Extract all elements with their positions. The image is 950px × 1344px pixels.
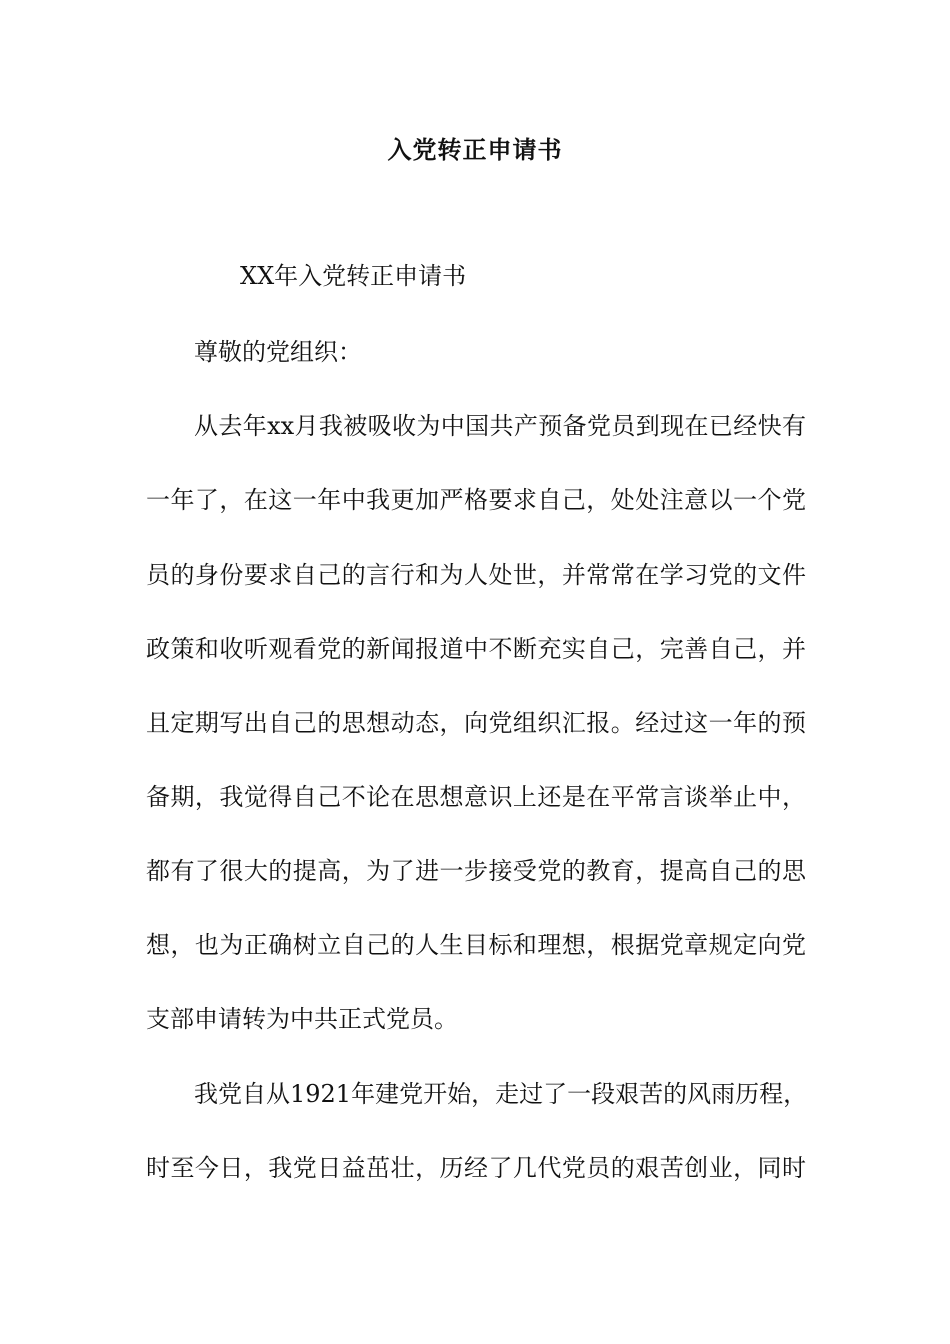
- paragraph-line: 时至今日，我党日益茁壮，历经了几代党员的艰苦创业，同时: [146, 1154, 806, 1182]
- paragraph-line: 支部申请转为中共正式党员。: [146, 1005, 458, 1033]
- paragraph-line: 员的身份要求自己的言行和为人处世，并常常在学习党的文件: [146, 561, 806, 589]
- paragraph-line: 想，也为正确树立自己的人生目标和理想，根据党章规定向党: [146, 931, 806, 959]
- paragraph-line: 我党自从1921年建党开始，走过了一段艰苦的风雨历程，: [194, 1080, 808, 1108]
- paragraph-line: 一年了，在这一年中我更加严格要求自己，处处注意以一个党: [146, 486, 806, 514]
- salutation: 尊敬的党组织：: [194, 338, 362, 366]
- paragraph-line: 都有了很大的提高，为了进一步接受党的教育，提高自己的思: [146, 857, 806, 885]
- paragraph-line: 备期，我觉得自己不论在思想意识上还是在平常言谈举止中，: [146, 783, 806, 811]
- document-title: 入党转正申请书: [387, 135, 563, 164]
- paragraph-line: 且定期写出自己的思想动态，向党组织汇报。经过这一年的预: [146, 709, 806, 737]
- paragraph-line: 政策和收听观看党的新闻报道中不断充实自己，完善自己，并: [146, 635, 806, 663]
- paragraph-line: 从去年xx月我被吸收为中国共产预备党员到现在已经快有: [194, 412, 806, 440]
- document-subtitle: XX年入党转正申请书: [240, 262, 467, 290]
